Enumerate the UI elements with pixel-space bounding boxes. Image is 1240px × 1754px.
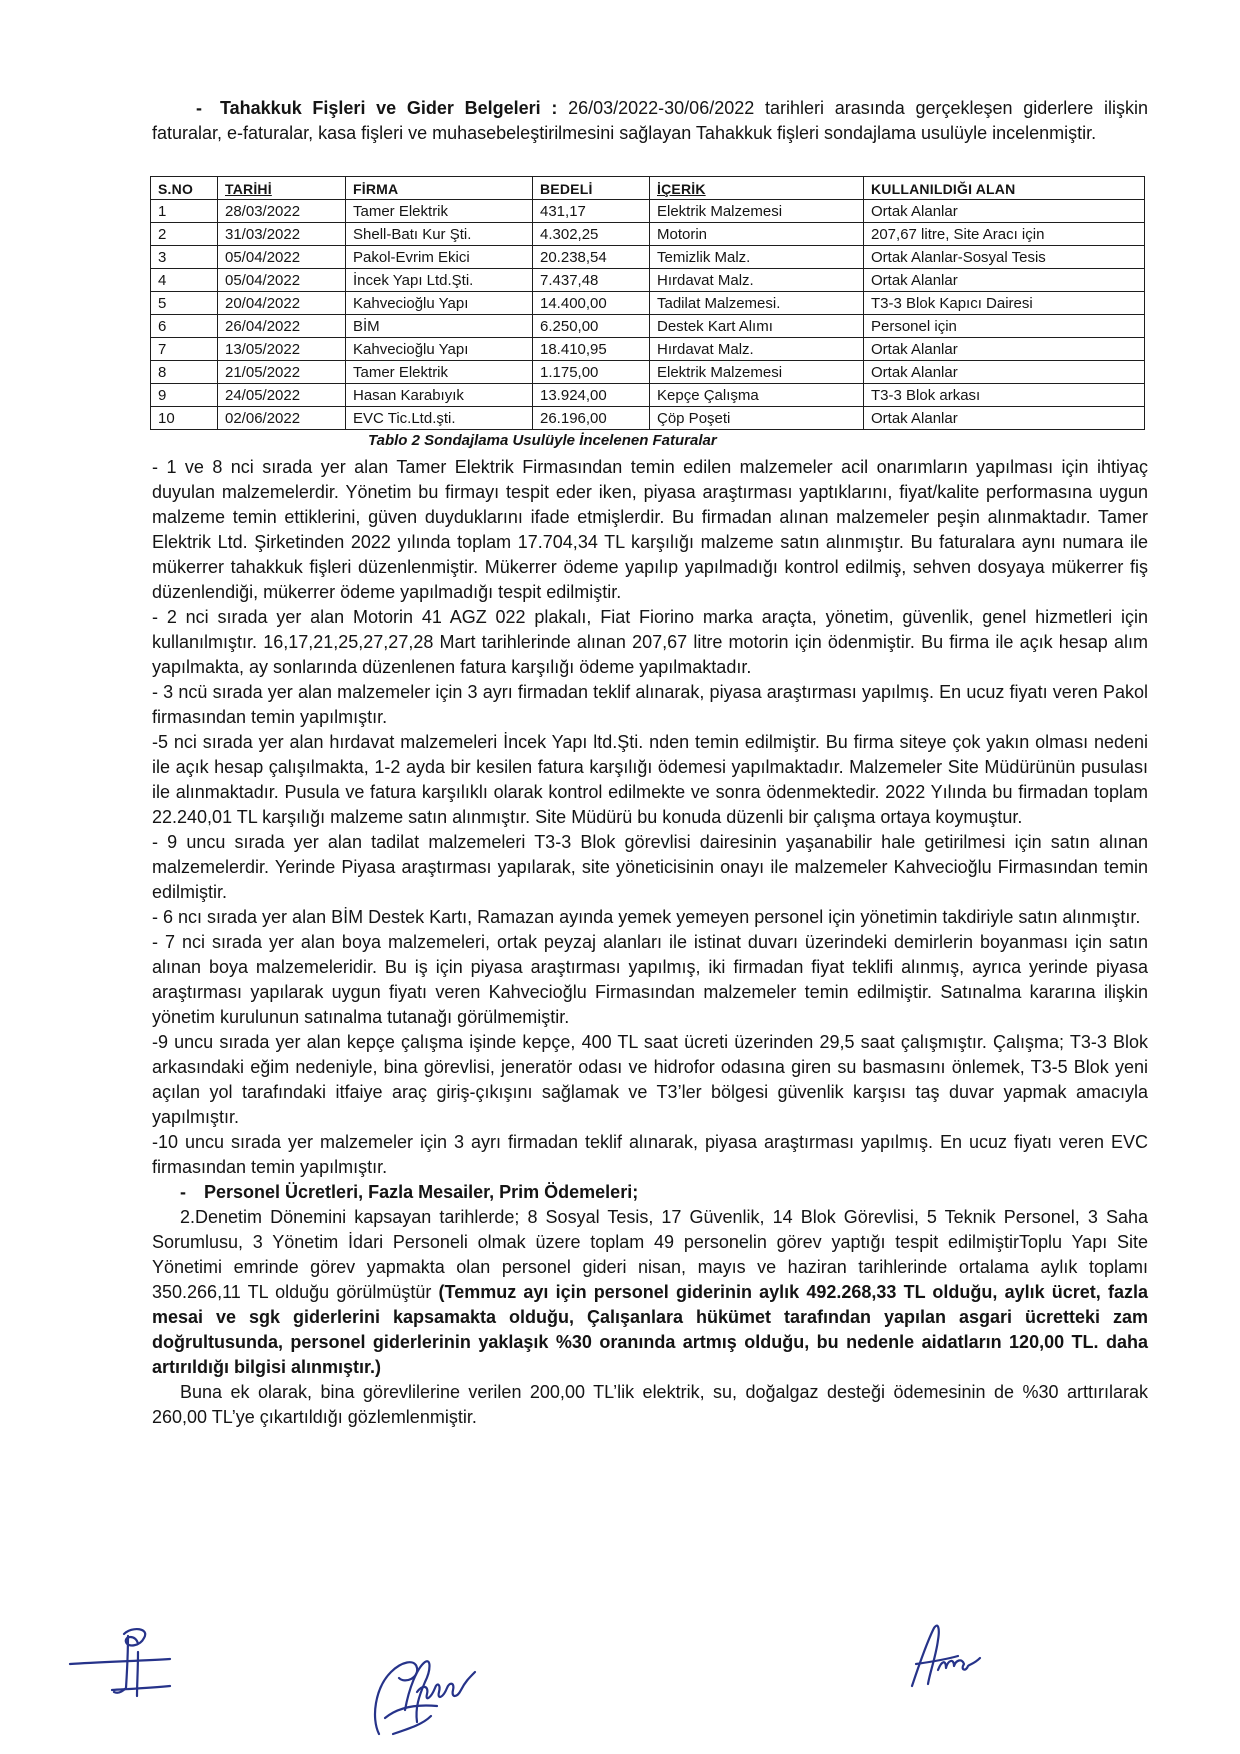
table-row (151, 338, 1145, 361)
table-row (151, 223, 1145, 246)
cell-sno: 9 (151, 384, 218, 407)
cell-date: 26/04/2022 (218, 315, 346, 338)
personnel-paragraph (152, 1205, 1148, 1380)
cell-amount: 20.238,54 (533, 246, 650, 269)
personnel-section-heading (152, 1180, 1148, 1205)
header-usage-area-label: KULLANILDIĞI ALAN (871, 181, 1016, 197)
cell-firm: Pakol-Evrim Ekici (346, 246, 533, 269)
table-row (151, 200, 1145, 223)
cell-sno: 7 (151, 338, 218, 361)
cell-amount: 1.175,00 (533, 361, 650, 384)
cell-usage-area: Personel için (864, 315, 1145, 338)
cell-date: 20/04/2022 (218, 292, 346, 315)
cell-firm: Tamer Elektrik (346, 200, 533, 223)
finding-paragraph-item-2: - 2 nci sırada yer alan Motorin 41 AGZ 022 plakalı, Fiat Fiorino marka araçta, yönetim, güvenlik, genel hizmetleri için kullanılmıştır. 16,17,21,25,27,27,28 Mart tarihlerinde alınan 207,67 litre motorin için ödenmiştir. Bu firma ile açık hesap alım yapılmakta, ay sonlarında düzenlenen fatura karşılığı ödeme yapılmaktadır. (152, 607, 1148, 677)
finding-paragraph-item-6: - 6 ncı sırada yer alan BİM Destek Kartı, Ramazan ayında yemek yemeyen personel için yönetimin takdiriyle satın alınmıştır. (152, 907, 1141, 927)
cell-amount: 6.250,00 (533, 315, 650, 338)
cell-sno: 1 (151, 200, 218, 223)
intro-heading: Tahakkuk Fişleri ve Gider Belgeleri : (220, 98, 558, 118)
cell-sno: 6 (151, 315, 218, 338)
table-row (151, 246, 1145, 269)
cell-firm: Tamer Elektrik (346, 361, 533, 384)
personnel-heading-text: Personel Ücretleri, Fazla Mesailer, Prim Ödemeleri; (204, 1182, 639, 1202)
cell-usage-area: T3-3 Blok arkası (864, 384, 1145, 407)
cell-usage-area: Ortak Alanlar (864, 407, 1145, 430)
finding-paragraph-item-9-renovation: - 9 uncu sırada yer alan tadilat malzemeleri T3-3 Blok görevlisi dairesinin yaşanabilir hale getirilmesi için satın alınan malzemelerdir. Yerinde Piyasa araştırması yapılarak, site yöneticisinin onayı ile malzemeler Kahvecioğlu Firmasından temin edilmiştir. (152, 832, 1148, 902)
signature-left-stroke (70, 1659, 170, 1664)
signature-right-stroke (912, 1626, 939, 1686)
header-date-label: TARİHİ (225, 181, 272, 197)
cell-amount: 7.437,48 (533, 269, 650, 292)
signature-left-stroke (114, 1636, 128, 1693)
finding-paragraph-items-1-8: - 1 ve 8 nci sırada yer alan Tamer Elektrik Firmasından temin edilen malzemeler acil onarımların yapılması için ihtiyaç duyulan malzemelerdir. Yönetim bu firmayı tespit eder iken, piyasa araştırması yaptıklarını, fiyat/kalite performasına uygun malzeme temin ettiklerini, güven duyduklarını ifade etmişlerdir. Bu firmadan alınan malzemeler peşin alınmaktadır. Tamer Elektrik Ltd. Şirketinden 2022 yılında toplam 17.704,34 TL karşılığı malzeme satın alınmıştır. Bu faturalara aynı numara ile mükerrer tahakkuk fişleri düzenlenmiştir. Mükerrer ödeme yapılıp yapılmadığı kontrol edilmiş, sehven dosyaya mükerrer fiş düzenlendiği, mükerrer ödeme yapılmadığı tespit edilmiştir. (152, 457, 1148, 602)
header-sno-label: S.NO (158, 181, 194, 197)
cell-content: Temizlik Malz. (650, 246, 864, 269)
cell-date: 31/03/2022 (218, 223, 346, 246)
cell-content: Kepçe Çalışma (650, 384, 864, 407)
cell-date: 05/04/2022 (218, 269, 346, 292)
cell-sno: 2 (151, 223, 218, 246)
table-header-row (151, 177, 1145, 200)
table-row (151, 384, 1145, 407)
header-date (218, 177, 346, 200)
table-caption: Tablo 2 Sondajlama Usulüyle İncelenen Faturalar (368, 432, 717, 449)
cell-content: Tadilat Malzemesi. (650, 292, 864, 315)
cell-date: 24/05/2022 (218, 384, 346, 407)
cell-amount: 4.302,25 (533, 223, 650, 246)
signature-center-stroke (393, 1716, 431, 1734)
personnel-bold-note: (Temmuz ayı için personel giderinin aylık 492.268,33 TL olduğu, aylık ücret, fazla mesai ve sgk giderlerini kapsamakta olduğu, Çalışanlara hükümet tarafından yapılan asgari ücretteki zam doğrultusunda, personel giderlerinin yaklaşık %30 oranında artmış olduğu, bu nedenle aidatların 120,00 TL. daha artırıldığı bilgisi alınmıştır.) (152, 1282, 1148, 1377)
cell-date: 13/05/2022 (218, 338, 346, 361)
header-amount (533, 177, 650, 200)
header-firm-label: FİRMA (353, 181, 399, 197)
cell-firm: Kahvecioğlu Yapı (346, 292, 533, 315)
header-content-label: İÇERİK (657, 181, 706, 197)
cell-date: 21/05/2022 (218, 361, 346, 384)
cell-usage-area: Ortak Alanlar (864, 269, 1145, 292)
invoice-table (150, 176, 1145, 430)
cell-firm: Shell-Batı Kur Şti. (346, 223, 533, 246)
cell-usage-area: Ortak Alanlar-Sosyal Tesis (864, 246, 1145, 269)
table-row (151, 361, 1145, 384)
cell-firm: EVC Tic.Ltd.şti. (346, 407, 533, 430)
signature-left (58, 1622, 198, 1732)
cell-usage-area: 207,67 litre, Site Aracı için (864, 223, 1145, 246)
personnel-text: 2.Denetim Dönemini kapsayan tarihlerde; 8 Sosyal Tesis, 17 Güvenlik, 14 Blok Görevlisi, 5 Teknik Personel, 3 Saha Sorumlusu, 3 Yönetim İdari Personeli olmak üzere toplam 49 personelin görev yaptığı tespit edilmiştirToplu Yapı Site Yönetimi emrinde görev yapmakta olan personel gideri nisan, mayıs ve haziran tarihlerinde ortalama aylık toplamı 350.266,11 TL olduğu görülmüştür (152, 1207, 1148, 1302)
header-firm (346, 177, 533, 200)
cell-firm: Kahvecioğlu Yapı (346, 338, 533, 361)
cell-firm: BİM (346, 315, 533, 338)
cell-amount: 14.400,00 (533, 292, 650, 315)
table-row (151, 269, 1145, 292)
cell-content: Elektrik Malzemesi (650, 200, 864, 223)
cell-sno: 10 (151, 407, 218, 430)
signature-center-stroke (385, 1706, 437, 1719)
cell-content: Destek Kart Alımı (650, 315, 864, 338)
signature-center-stroke (375, 1662, 417, 1734)
signature-center (365, 1648, 485, 1743)
finding-paragraph-item-5: -5 nci sırada yer alan hırdavat malzemeleri İncek Yapı ltd.Şti. nden temin edilmiştir. Bu firma siteye çok yakın olması nedeni ile açık hesap çalışılmakta, 1-2 ayda bir kesilen fatura karşılığı ödemesi yapılmaktadır. Malzemeler Site Müdürünün pusulası ile alınmaktadır. Pusula ve fatura karşılıklı olarak kontrol edilmekte ve sonra ödenmektedir. 2022 Yılında bu firmadan toplam 22.240,01 TL karşılığı malzeme satın alınmıştır. Site Müdürü bu konuda düzenli bir çalışma ortaya koymuştur. (152, 732, 1148, 827)
header-content (650, 177, 864, 200)
cell-amount: 26.196,00 (533, 407, 650, 430)
cell-usage-area: Ortak Alanlar (864, 200, 1145, 223)
cell-content: Motorin (650, 223, 864, 246)
personnel-bullet: - (180, 1182, 186, 1202)
signature-left-stroke (112, 1686, 170, 1690)
header-sno (151, 177, 218, 200)
cell-usage-area: Ortak Alanlar (864, 338, 1145, 361)
cell-date: 02/06/2022 (218, 407, 346, 430)
cell-sno: 8 (151, 361, 218, 384)
cell-content: Çöp Poşeti (650, 407, 864, 430)
intro-text: 26/03/2022-30/06/2022 tarihleri arasında gerçekleşen giderlere ilişkin faturalar, e-faturalar, kasa fişleri ve muhasebeleştirilmesini sağlayan Tahakkuk fişleri sondajlama usulüyle incelenmiştir. (152, 98, 1148, 143)
cell-sno: 4 (151, 269, 218, 292)
intro-paragraph (152, 96, 1148, 146)
cell-amount: 431,17 (533, 200, 650, 223)
header-usage-area (864, 177, 1145, 200)
personnel-closing-paragraph: Buna ek olarak, bina görevlilerine verilen 200,00 TL’lik elektrik, su, doğalgaz desteği ödemesinin de %30 arttırılarak 260,00 TL’ye çıkartıldığı gözlemlenmiştir. (152, 1382, 1148, 1427)
cell-content: Hırdavat Malz. (650, 338, 864, 361)
table-row (151, 292, 1145, 315)
cell-sno: 3 (151, 246, 218, 269)
finding-paragraph-item-9-excavator: -9 uncu sırada yer alan kepçe çalışma işinde kepçe, 400 TL saat ücreti üzerinden 29,5 saat çalışmıştır. Çalışma; T3-3 Blok arkasındaki eğim nedeniyle, bina görevlisi, jeneratör odası ve hidrofor odasına giren su basmasını önlemek, T3-5 Blok yeni açılan yol tarafındaki itfaiye araç giriş-çıkışını sağlamak ve T3’ler bölgesi güvenlik karşısı taş duvar yapmak amacıyla yapılmıştır. (152, 1032, 1148, 1127)
header-amount-label: BEDELİ (540, 181, 593, 197)
finding-paragraph-item-7: - 7 nci sırada yer alan boya malzemeleri, ortak peyzaj alanları ile istinat duvarı üzerindeki demirlerin boyanması için satın alınan boya malzemeleridir. Bu iş için piyasa araştırması yapılmış, iki firmadan fiyat teklifi alınmış, ayrıca yerinde piyasa araştırması yapılarak uygun fiyatı veren Kahvecioğlu Firmasından malzemeler temin edilmiştir. Satınalma kararına ilişkin yönetim kurulunun satınalma tutanağı görülmemiştir. (152, 932, 1148, 1027)
intro-bullet: - (196, 98, 202, 118)
document-body (152, 96, 1148, 1430)
cell-content: Hırdavat Malz. (650, 269, 864, 292)
cell-firm: İncek Yapı Ltd.Şti. (346, 269, 533, 292)
finding-paragraph-item-10: -10 uncu sırada yer malzemeler için 3 ayrı firmadan teklif alınarak, piyasa araştırması yapılmış. En ucuz fiyatı veren EVC firmasından temin yapılmıştır. (152, 1132, 1148, 1177)
cell-usage-area: Ortak Alanlar (864, 361, 1145, 384)
cell-date: 28/03/2022 (218, 200, 346, 223)
table-row (151, 407, 1145, 430)
cell-usage-area: T3-3 Blok Kapıcı Dairesi (864, 292, 1145, 315)
cell-amount: 18.410,95 (533, 338, 650, 361)
finding-paragraph-item-3: - 3 ncü sırada yer alan malzemeler için 3 ayrı firmadan teklif alınarak, piyasa araştırması yapılmış. En ucuz fiyatı veren Pakol firmasından temin yapılmıştır. (152, 682, 1148, 727)
cell-amount: 13.924,00 (533, 384, 650, 407)
signature-center-stroke (417, 1672, 475, 1698)
table-row (151, 315, 1145, 338)
cell-date: 05/04/2022 (218, 246, 346, 269)
cell-sno: 5 (151, 292, 218, 315)
cell-content: Elektrik Malzemesi (650, 361, 864, 384)
cell-firm: Hasan Karabıyık (346, 384, 533, 407)
signature-right (900, 1620, 990, 1695)
